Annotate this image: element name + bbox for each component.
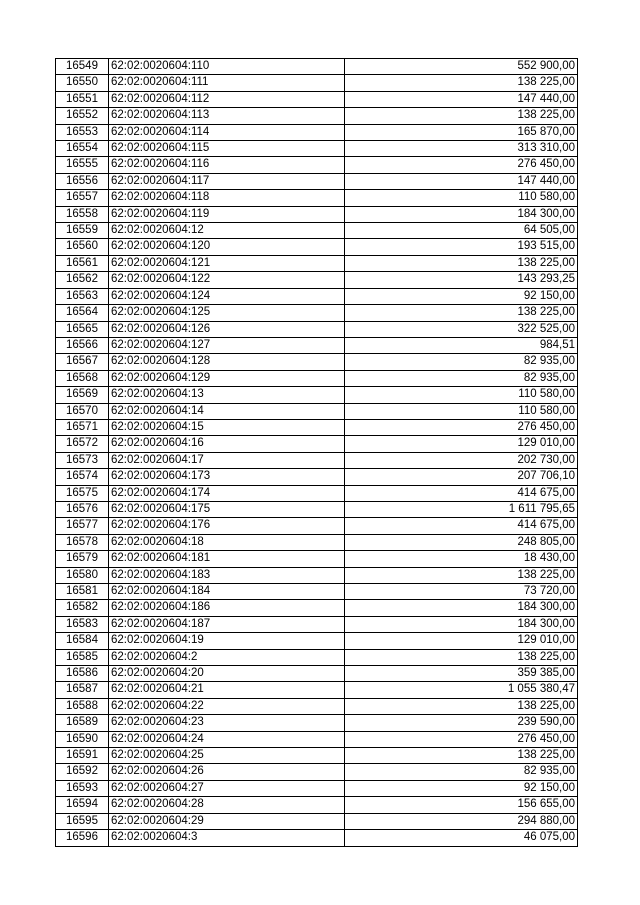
row-value: 276 450,00 xyxy=(345,419,578,435)
row-number: 16551 xyxy=(56,91,109,107)
table-row xyxy=(56,748,578,764)
row-number: 16573 xyxy=(56,452,109,468)
cadastral-number: 62:02:0020604:21 xyxy=(109,682,345,698)
row-value: 202 730,00 xyxy=(345,452,578,468)
table-row xyxy=(56,91,578,107)
table-row xyxy=(56,190,578,206)
row-value: 165 870,00 xyxy=(345,124,578,140)
row-value: 313 310,00 xyxy=(345,141,578,157)
cadastral-number: 62:02:0020604:27 xyxy=(109,780,345,796)
table-row xyxy=(56,501,578,517)
table-row xyxy=(56,600,578,616)
cadastral-number: 62:02:0020604:25 xyxy=(109,748,345,764)
table-row xyxy=(56,813,578,829)
row-value: 156 655,00 xyxy=(345,797,578,813)
table-row xyxy=(56,436,578,452)
row-value: 984,51 xyxy=(345,337,578,353)
cadastral-number: 62:02:0020604:174 xyxy=(109,485,345,501)
cadastral-number: 62:02:0020604:181 xyxy=(109,551,345,567)
row-number: 16566 xyxy=(56,337,109,353)
cadastral-number: 62:02:0020604:3 xyxy=(109,830,345,846)
row-number: 16581 xyxy=(56,584,109,600)
cadastral-number: 62:02:0020604:117 xyxy=(109,173,345,189)
cadastral-number: 62:02:0020604:115 xyxy=(109,141,345,157)
table-row xyxy=(56,370,578,386)
cadastral-number: 62:02:0020604:116 xyxy=(109,157,345,173)
table-row xyxy=(56,485,578,501)
table-row xyxy=(56,108,578,124)
table-row xyxy=(56,633,578,649)
table-row xyxy=(56,780,578,796)
row-number: 16580 xyxy=(56,567,109,583)
row-value: 46 075,00 xyxy=(345,830,578,846)
row-number: 16556 xyxy=(56,173,109,189)
cadastral-number: 62:02:0020604:113 xyxy=(109,108,345,124)
row-value: 143 293,25 xyxy=(345,272,578,288)
row-number: 16593 xyxy=(56,780,109,796)
row-number: 16582 xyxy=(56,600,109,616)
table-row xyxy=(56,682,578,698)
row-value: 207 706,10 xyxy=(345,469,578,485)
table-row xyxy=(56,173,578,189)
row-number: 16560 xyxy=(56,239,109,255)
cadastral-number: 62:02:0020604:12 xyxy=(109,223,345,239)
row-value: 239 590,00 xyxy=(345,715,578,731)
cadastral-number: 62:02:0020604:2 xyxy=(109,649,345,665)
row-value: 184 300,00 xyxy=(345,600,578,616)
table-row xyxy=(56,354,578,370)
row-number: 16557 xyxy=(56,190,109,206)
row-number: 16590 xyxy=(56,731,109,747)
table-row xyxy=(56,157,578,173)
table-row xyxy=(56,764,578,780)
row-number: 16585 xyxy=(56,649,109,665)
table-row xyxy=(56,337,578,353)
row-value: 276 450,00 xyxy=(345,731,578,747)
cadastral-number: 62:02:0020604:23 xyxy=(109,715,345,731)
table-row xyxy=(56,272,578,288)
row-number: 16559 xyxy=(56,223,109,239)
row-value: 82 935,00 xyxy=(345,370,578,386)
row-number: 16549 xyxy=(56,59,109,75)
row-value: 129 010,00 xyxy=(345,436,578,452)
cadastral-number: 62:02:0020604:120 xyxy=(109,239,345,255)
row-value: 276 450,00 xyxy=(345,157,578,173)
row-number: 16554 xyxy=(56,141,109,157)
table-row xyxy=(56,75,578,91)
table-row xyxy=(56,59,578,75)
table-row xyxy=(56,403,578,419)
row-number: 16592 xyxy=(56,764,109,780)
cadastral-number: 62:02:0020604:173 xyxy=(109,469,345,485)
row-number: 16567 xyxy=(56,354,109,370)
row-number: 16561 xyxy=(56,255,109,271)
row-value: 138 225,00 xyxy=(345,305,578,321)
cadastral-number: 62:02:0020604:187 xyxy=(109,616,345,632)
row-number: 16586 xyxy=(56,666,109,682)
cadastral-number: 62:02:0020604:114 xyxy=(109,124,345,140)
cadastral-number: 62:02:0020604:119 xyxy=(109,206,345,222)
row-number: 16584 xyxy=(56,633,109,649)
table-row xyxy=(56,534,578,550)
cadastral-number: 62:02:0020604:13 xyxy=(109,387,345,403)
cadastral-number: 62:02:0020604:19 xyxy=(109,633,345,649)
data-table xyxy=(55,58,578,847)
cadastral-number: 62:02:0020604:112 xyxy=(109,91,345,107)
row-value: 414 675,00 xyxy=(345,518,578,534)
row-number: 16576 xyxy=(56,501,109,517)
row-number: 16594 xyxy=(56,797,109,813)
row-value: 110 580,00 xyxy=(345,387,578,403)
table-row xyxy=(56,698,578,714)
table-row xyxy=(56,305,578,321)
cadastral-number: 62:02:0020604:18 xyxy=(109,534,345,550)
row-value: 82 935,00 xyxy=(345,354,578,370)
table-row xyxy=(56,452,578,468)
row-number: 16577 xyxy=(56,518,109,534)
row-number: 16570 xyxy=(56,403,109,419)
table-row xyxy=(56,255,578,271)
cadastral-number: 62:02:0020604:126 xyxy=(109,321,345,337)
row-value: 110 580,00 xyxy=(345,190,578,206)
row-value: 184 300,00 xyxy=(345,616,578,632)
row-number: 16568 xyxy=(56,370,109,386)
table-row xyxy=(56,567,578,583)
row-value: 73 720,00 xyxy=(345,584,578,600)
cadastral-number: 62:02:0020604:24 xyxy=(109,731,345,747)
cadastral-number: 62:02:0020604:111 xyxy=(109,75,345,91)
row-number: 16591 xyxy=(56,748,109,764)
row-number: 16574 xyxy=(56,469,109,485)
cadastral-number: 62:02:0020604:29 xyxy=(109,813,345,829)
row-number: 16565 xyxy=(56,321,109,337)
row-value: 147 440,00 xyxy=(345,173,578,189)
row-number: 16595 xyxy=(56,813,109,829)
row-value: 322 525,00 xyxy=(345,321,578,337)
row-value: 92 150,00 xyxy=(345,288,578,304)
cadastral-number: 62:02:0020604:110 xyxy=(109,59,345,75)
cadastral-number: 62:02:0020604:183 xyxy=(109,567,345,583)
row-number: 16575 xyxy=(56,485,109,501)
cadastral-number: 62:02:0020604:22 xyxy=(109,698,345,714)
table-row xyxy=(56,715,578,731)
table-row xyxy=(56,616,578,632)
table-row xyxy=(56,124,578,140)
row-value: 138 225,00 xyxy=(345,649,578,665)
table-row xyxy=(56,830,578,846)
row-number: 16571 xyxy=(56,419,109,435)
row-value: 82 935,00 xyxy=(345,764,578,780)
table-row xyxy=(56,223,578,239)
row-number: 16572 xyxy=(56,436,109,452)
row-number: 16552 xyxy=(56,108,109,124)
cadastral-number: 62:02:0020604:129 xyxy=(109,370,345,386)
table-row xyxy=(56,731,578,747)
table-row xyxy=(56,239,578,255)
table-row xyxy=(56,206,578,222)
row-number: 16563 xyxy=(56,288,109,304)
row-number: 16555 xyxy=(56,157,109,173)
row-value: 138 225,00 xyxy=(345,567,578,583)
cadastral-number: 62:02:0020604:17 xyxy=(109,452,345,468)
table-row xyxy=(56,321,578,337)
cadastral-number: 62:02:0020604:125 xyxy=(109,305,345,321)
row-value: 92 150,00 xyxy=(345,780,578,796)
row-number: 16569 xyxy=(56,387,109,403)
table-body xyxy=(56,59,578,847)
row-number: 16596 xyxy=(56,830,109,846)
cadastral-number: 62:02:0020604:128 xyxy=(109,354,345,370)
row-value: 138 225,00 xyxy=(345,108,578,124)
row-value: 414 675,00 xyxy=(345,485,578,501)
row-number: 16579 xyxy=(56,551,109,567)
table-row xyxy=(56,584,578,600)
row-value: 147 440,00 xyxy=(345,91,578,107)
cadastral-number: 62:02:0020604:121 xyxy=(109,255,345,271)
table-row xyxy=(56,288,578,304)
table-row xyxy=(56,551,578,567)
cadastral-number: 62:02:0020604:175 xyxy=(109,501,345,517)
cadastral-number: 62:02:0020604:184 xyxy=(109,584,345,600)
row-value: 552 900,00 xyxy=(345,59,578,75)
row-value: 138 225,00 xyxy=(345,748,578,764)
row-number: 16553 xyxy=(56,124,109,140)
row-value: 64 505,00 xyxy=(345,223,578,239)
row-number: 16583 xyxy=(56,616,109,632)
row-value: 1 611 795,65 xyxy=(345,501,578,517)
cadastral-number: 62:02:0020604:176 xyxy=(109,518,345,534)
row-value: 110 580,00 xyxy=(345,403,578,419)
row-value: 138 225,00 xyxy=(345,255,578,271)
cadastral-number: 62:02:0020604:16 xyxy=(109,436,345,452)
row-number: 16564 xyxy=(56,305,109,321)
cadastral-number: 62:02:0020604:28 xyxy=(109,797,345,813)
row-value: 138 225,00 xyxy=(345,75,578,91)
table-row xyxy=(56,141,578,157)
row-value: 1 055 380,47 xyxy=(345,682,578,698)
row-value: 248 805,00 xyxy=(345,534,578,550)
row-number: 16589 xyxy=(56,715,109,731)
row-value: 294 880,00 xyxy=(345,813,578,829)
row-value: 138 225,00 xyxy=(345,698,578,714)
row-number: 16562 xyxy=(56,272,109,288)
cadastral-number: 62:02:0020604:186 xyxy=(109,600,345,616)
row-number: 16587 xyxy=(56,682,109,698)
row-value: 18 430,00 xyxy=(345,551,578,567)
cadastral-number: 62:02:0020604:26 xyxy=(109,764,345,780)
row-number: 16578 xyxy=(56,534,109,550)
cadastral-number: 62:02:0020604:14 xyxy=(109,403,345,419)
table-row xyxy=(56,419,578,435)
row-value: 184 300,00 xyxy=(345,206,578,222)
cadastral-number: 62:02:0020604:15 xyxy=(109,419,345,435)
table-row xyxy=(56,666,578,682)
cadastral-number: 62:02:0020604:127 xyxy=(109,337,345,353)
cadastral-number: 62:02:0020604:122 xyxy=(109,272,345,288)
row-value: 193 515,00 xyxy=(345,239,578,255)
table-row xyxy=(56,797,578,813)
cadastral-number: 62:02:0020604:124 xyxy=(109,288,345,304)
cadastral-number: 62:02:0020604:20 xyxy=(109,666,345,682)
row-number: 16588 xyxy=(56,698,109,714)
row-value: 359 385,00 xyxy=(345,666,578,682)
table-row xyxy=(56,518,578,534)
row-value: 129 010,00 xyxy=(345,633,578,649)
table-row xyxy=(56,649,578,665)
row-number: 16550 xyxy=(56,75,109,91)
table-row xyxy=(56,387,578,403)
cadastral-number: 62:02:0020604:118 xyxy=(109,190,345,206)
table-row xyxy=(56,469,578,485)
row-number: 16558 xyxy=(56,206,109,222)
